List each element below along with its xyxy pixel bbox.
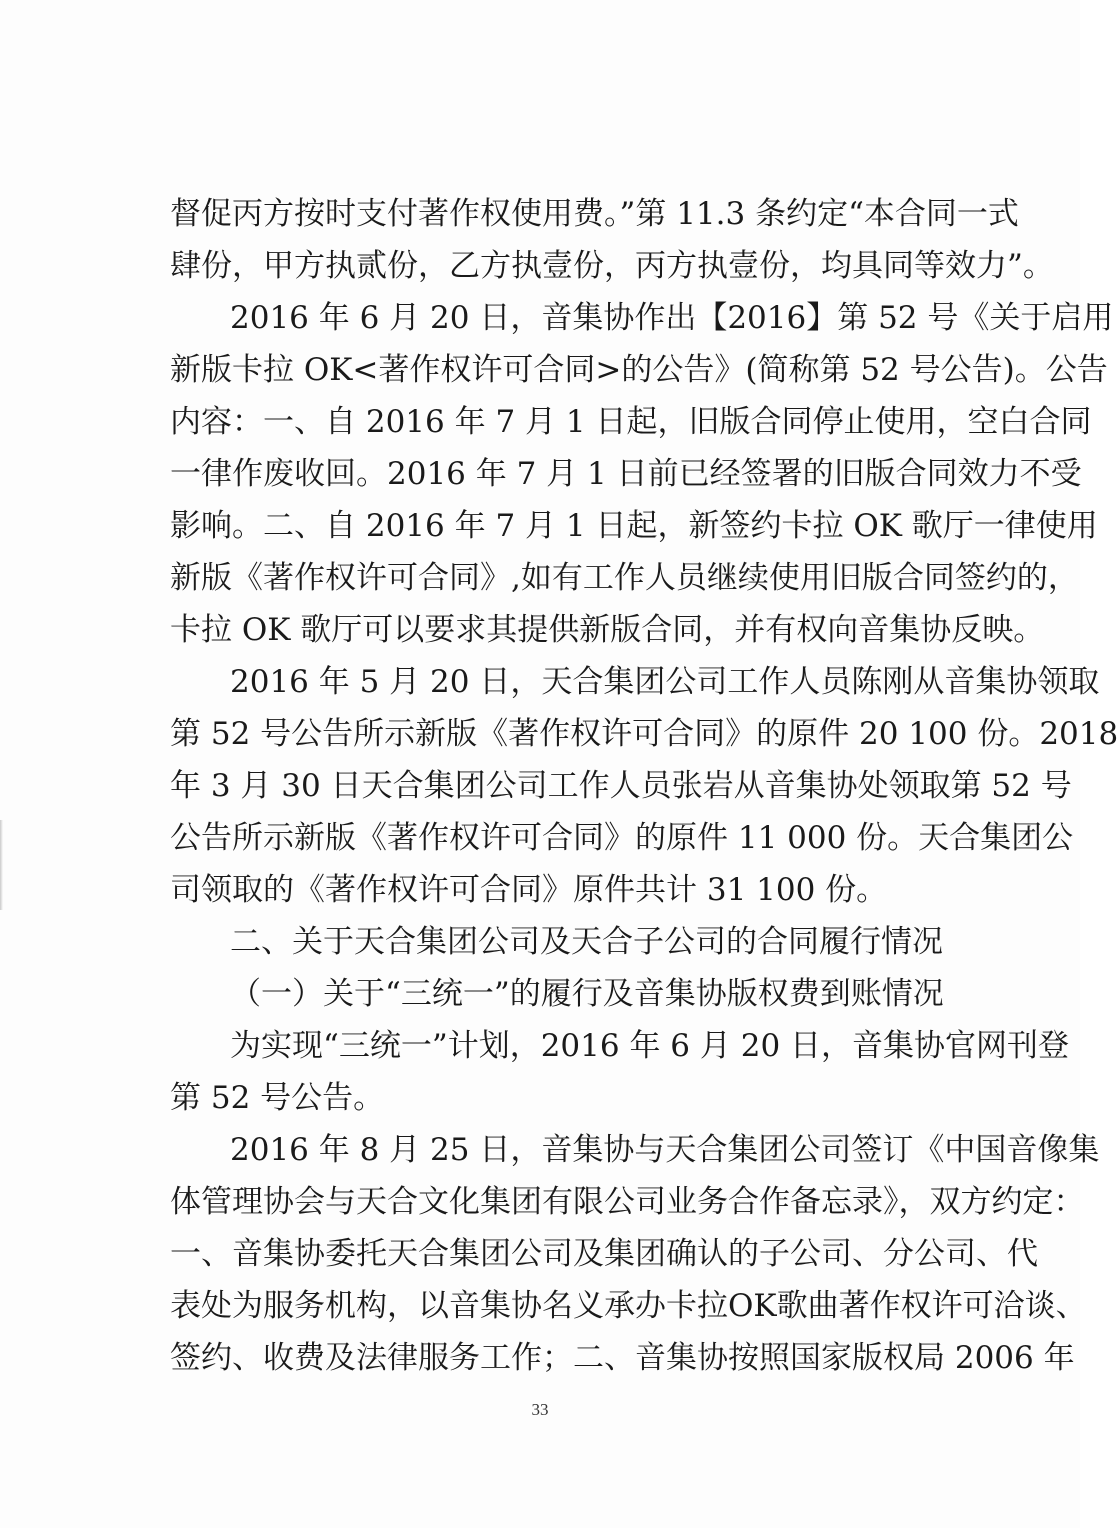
text-line: 督促丙方按时支付著作权使用费。”第 11.3 条约定“本合同一式 (170, 196, 1019, 232)
text-line: 肆份，甲方执贰份，乙方执壹份，丙方执壹份，均具同等效力”。 (170, 248, 1054, 284)
text-line: 一、音集协委托天合集团公司及集团确认的子公司、分公司、代 (170, 1236, 1038, 1272)
text-line: 新版卡拉 OK<著作权许可合同>的公告》(简称第 52 号公告)。公告 (170, 352, 1108, 388)
text-line: 影响。二、自 2016 年 7 月 1 日起，新签约卡拉 OK 歌厅一律使用 (170, 508, 1098, 544)
page-number: 33 (531, 1400, 549, 1419)
text-line: 表处为服务机构，以音集协名义承办卡拉OK歌曲著作权许可洽谈、 (170, 1288, 1087, 1324)
subsection-heading: （一）关于“三统一”的履行及音集协版权费到账情况 (230, 976, 944, 1012)
text-line: 新版《著作权许可合同》,如有工作人员继续使用旧版合同签约的， (170, 560, 1079, 596)
text-line: 2016 年 8 月 25 日，音集协与天合集团公司签订《中国音像集 (230, 1132, 1100, 1168)
text-line: 为实现“三统一”计划，2016 年 6 月 20 日，音集协官网刊登 (230, 1028, 1070, 1064)
text-line: 体管理协会与天合文化集团有限公司业务合作备忘录》，双方约定： (170, 1184, 1085, 1220)
text-line: 2016 年 6 月 20 日，音集协作出【2016】第 52 号《关于启用 (230, 300, 1114, 336)
text-line: 一律作废收回。2016 年 7 月 1 日前已经签署的旧版合同效力不受 (170, 456, 1082, 492)
text-line: 卡拉 OK 歌厅可以要求其提供新版合同，并有权向音集协反映。 (170, 612, 1045, 648)
scan-edge-shadow (0, 820, 3, 910)
text-line: 内容：一、自 2016 年 7 月 1 日起，旧版合同停止使用，空白合同 (170, 404, 1092, 440)
section-heading: 二、关于天合集团公司及天合子公司的合同履行情况 (230, 924, 943, 960)
text-line: 第 52 号公告所示新版《著作权许可合同》的原件 20 100 份。2018 (170, 716, 1118, 752)
text-line: 签约、收费及法律服务工作；二、音集协按照国家版权局 2006 年 (170, 1340, 1075, 1376)
text-line: 公告所示新版《著作权许可合同》的原件 11 000 份。天合集团公 (170, 820, 1074, 856)
text-line: 第 52 号公告。 (170, 1080, 385, 1116)
text-line: 年 3 月 30 日天合集团公司工作人员张岩从音集协处领取第 52 号 (170, 768, 1072, 804)
text-line: 司领取的《著作权许可合同》原件共计 31 100 份。 (170, 872, 888, 908)
text-line: 2016 年 5 月 20 日，天合集团公司工作人员陈刚从音集协领取 (230, 664, 1100, 700)
